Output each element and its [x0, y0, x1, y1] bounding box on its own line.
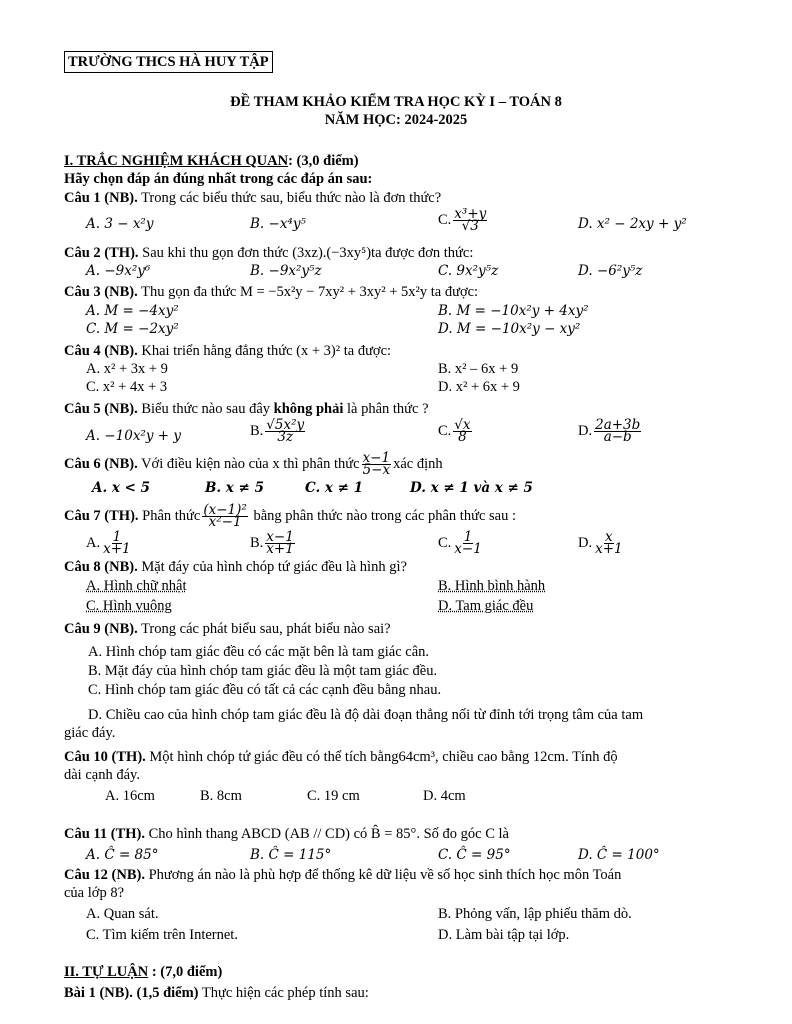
q1-option-a[interactable]: A. 3 − x²y — [86, 216, 154, 232]
q4-option-c[interactable]: C. x² + 4x + 3 — [86, 379, 168, 395]
part1-points: : (3,0 điểm) — [288, 153, 359, 169]
q3-option-c[interactable]: C. M = −2xy² — [86, 321, 179, 337]
question-1 — [64, 189, 441, 207]
question-10: Câu 10 (TH). Một hình chóp tứ giác đều có thể tích bằng64cm³, chiều cao bằng 12cm. Tính độ — [64, 749, 618, 765]
q7-option-c[interactable]: C. $\frac{1}{x-1}$ — [438, 529, 482, 557]
q8-option-b[interactable]: B. Hình bình hành — [438, 578, 546, 594]
part2-heading: II. TỰ LUẬN : (7,0 điểm) — [64, 964, 223, 980]
question-5: Câu 5 (NB). Biểu thức nào sau đây không phải là phân thức ? — [64, 401, 429, 417]
q9-option-a[interactable]: A. Hình chóp tam giác đều có các mặt bên là tam giác cân. — [88, 644, 430, 660]
question-4: Câu 4 (NB). Khai triển hằng đẳng thức (x + 3)² ta được: — [64, 343, 392, 359]
question-3: Câu 3 (NB). Thu gọn đa thức M = −5x²y − 7xy² + 3xy² + 5x²y ta được: — [64, 284, 479, 300]
q6-option-c[interactable]: C. x ≠ 1 — [305, 480, 364, 496]
q10-option-c[interactable]: C. 19 cm — [307, 788, 360, 804]
q5-option-c[interactable]: C. $\frac{√x}{8}$ — [438, 417, 471, 445]
q4-option-a[interactable]: A. x² + 3x + 9 — [86, 361, 168, 377]
q9-option-d-cont: giác đáy. — [64, 725, 116, 741]
q12-option-b[interactable]: B. Phỏng vấn, lập phiếu thăm dò. — [438, 906, 632, 922]
q6-option-b[interactable]: B. x ≠ 5 — [205, 480, 264, 496]
part1-heading — [64, 152, 359, 170]
question-11: Câu 11 (TH). Cho hình thang ABCD (AB // CD) có B̂ = 85°. Số đo góc C là — [64, 826, 509, 842]
q6-option-a[interactable]: A. x < 5 — [92, 480, 151, 496]
q12-option-d[interactable]: D. Làm bài tập tại lớp. — [438, 927, 570, 943]
q8-option-a[interactable]: A. Hình chữ nhật — [86, 578, 187, 594]
question-9: Câu 9 (NB). Trong các phát biểu sau, phát biểu nào sai? — [64, 621, 391, 637]
q11-option-a[interactable]: A. Ĉ = 85° — [86, 847, 159, 863]
question-text: Trong các biểu thức sau, biểu thức nào là đơn thức? — [137, 190, 442, 206]
question-10-cont: dài cạnh đáy. — [64, 767, 140, 783]
q7-option-d[interactable]: D. $\frac{x}{x+1}$ — [578, 529, 623, 557]
q10-option-a[interactable]: A. 16cm — [105, 788, 155, 804]
part1-instruction: Hãy chọn đáp án đúng nhất trong các đáp án sau: — [64, 171, 373, 187]
question-label: Câu 1 (NB). — [64, 190, 138, 206]
q10-option-b[interactable]: B. 8cm — [200, 788, 242, 804]
q4-option-d[interactable]: D. x² + 6x + 9 — [438, 379, 520, 395]
q3-option-a[interactable]: A. M = −4xy² — [86, 303, 179, 319]
q5-option-b[interactable]: B. $\frac{\text{√5x²y}}{3z}$ — [250, 417, 305, 445]
q12-option-a[interactable]: A. Quan sát. — [86, 906, 159, 922]
question-7: Câu 7 (TH). Phân thức $\frac{\text{(x−1)²}}{\text{x²−1}}$ bằng phân thức nào trong các phân thức sau : — [64, 502, 516, 531]
q4-option-b[interactable]: B. x² – 6x + 9 — [438, 361, 519, 377]
q1-option-c[interactable]: C. $\frac{\text{x³+y}}{√3}$ — [438, 206, 487, 234]
q7-option-b[interactable]: B. $\frac{x-1}{x+1}$ — [250, 529, 294, 557]
q5-option-d[interactable]: D. $\frac{2a+3b}{a-b}$ — [578, 417, 641, 445]
q8-option-c[interactable]: C. Hình vuông — [86, 598, 172, 614]
q2-option-d[interactable]: D. −6²y⁵z — [578, 263, 643, 279]
part1-title: I. TRẮC NGHIỆM KHÁCH QUAN — [64, 153, 289, 169]
exam-title: ĐỀ THAM KHẢO KIỂM TRA HỌC KỲ I – TOÁN 8 — [230, 94, 562, 110]
q3-option-b[interactable]: B. M = −10x²y + 4xy² — [438, 303, 589, 319]
q9-option-d[interactable]: D. Chiều cao của hình chóp tam giác đều là độ dài đoạn thẳng nối từ đỉnh tới trọng tâm của tam — [88, 707, 644, 723]
q6-option-d[interactable]: D. x ≠ 1 và x ≠ 5 — [410, 480, 533, 496]
q2-option-a[interactable]: A. −9x²y⁶ — [86, 263, 151, 279]
q11-option-d[interactable]: D. Ĉ = 100° — [578, 847, 660, 863]
question-12: Câu 12 (NB). Phương án nào là phù hợp để thống kê dữ liệu về số học sinh thích học môn Toán — [64, 867, 622, 883]
q2-option-b[interactable]: B. −9x²y⁵z — [250, 263, 322, 279]
q5-option-a[interactable]: A. −10x²y + y — [86, 428, 181, 444]
q11-option-b[interactable]: B. Ĉ = 115° — [250, 847, 332, 863]
school-year: NĂM HỌC: 2024-2025 — [324, 112, 468, 128]
q8-option-d[interactable]: D. Tam giác đều — [438, 598, 534, 614]
bai-1: Bài 1 (NB). (1,5 điểm) Thực hiện các phép tính sau: — [64, 985, 369, 1001]
question-2: Câu 2 (TH). Sau khi thu gọn đơn thức (3xz).(−3xy⁵)ta được đơn thức: — [64, 245, 474, 261]
q11-option-c[interactable]: C. Ĉ = 95° — [438, 847, 511, 863]
q9-option-c[interactable]: C. Hình chóp tam giác đều có tất cả các cạnh đều bằng nhau. — [88, 682, 442, 698]
q12-option-c[interactable]: C. Tìm kiếm trên Internet. — [86, 927, 238, 943]
question-6: Câu 6 (NB). Với điều kiện nào của x thì phân thức $\frac{x-1}{5-x}$ xác định — [64, 450, 443, 479]
q10-option-d[interactable]: D. 4cm — [423, 788, 466, 804]
q7-option-a[interactable]: A. $\frac{1}{x+1}$ — [86, 529, 131, 557]
q2-option-c[interactable]: C. 9x²y⁵z — [438, 263, 499, 279]
q3-option-d[interactable]: D. M = −10x²y − xy² — [438, 321, 581, 337]
school-name-box: TRƯỜNG THCS HÀ HUY TẬP — [64, 51, 273, 73]
question-12-cont: của lớp 8? — [64, 885, 125, 901]
q1-option-d[interactable]: D. x² − 2xy + y² — [578, 216, 687, 232]
q9-option-b[interactable]: B. Mặt đáy của hình chóp tam giác đều là một tam giác đều. — [88, 663, 438, 679]
q1-option-b[interactable]: B. −x⁴y⁵ — [250, 216, 306, 232]
question-8: Câu 8 (NB). Mặt đáy của hình chóp tứ giác đều là hình gì? — [64, 559, 407, 575]
